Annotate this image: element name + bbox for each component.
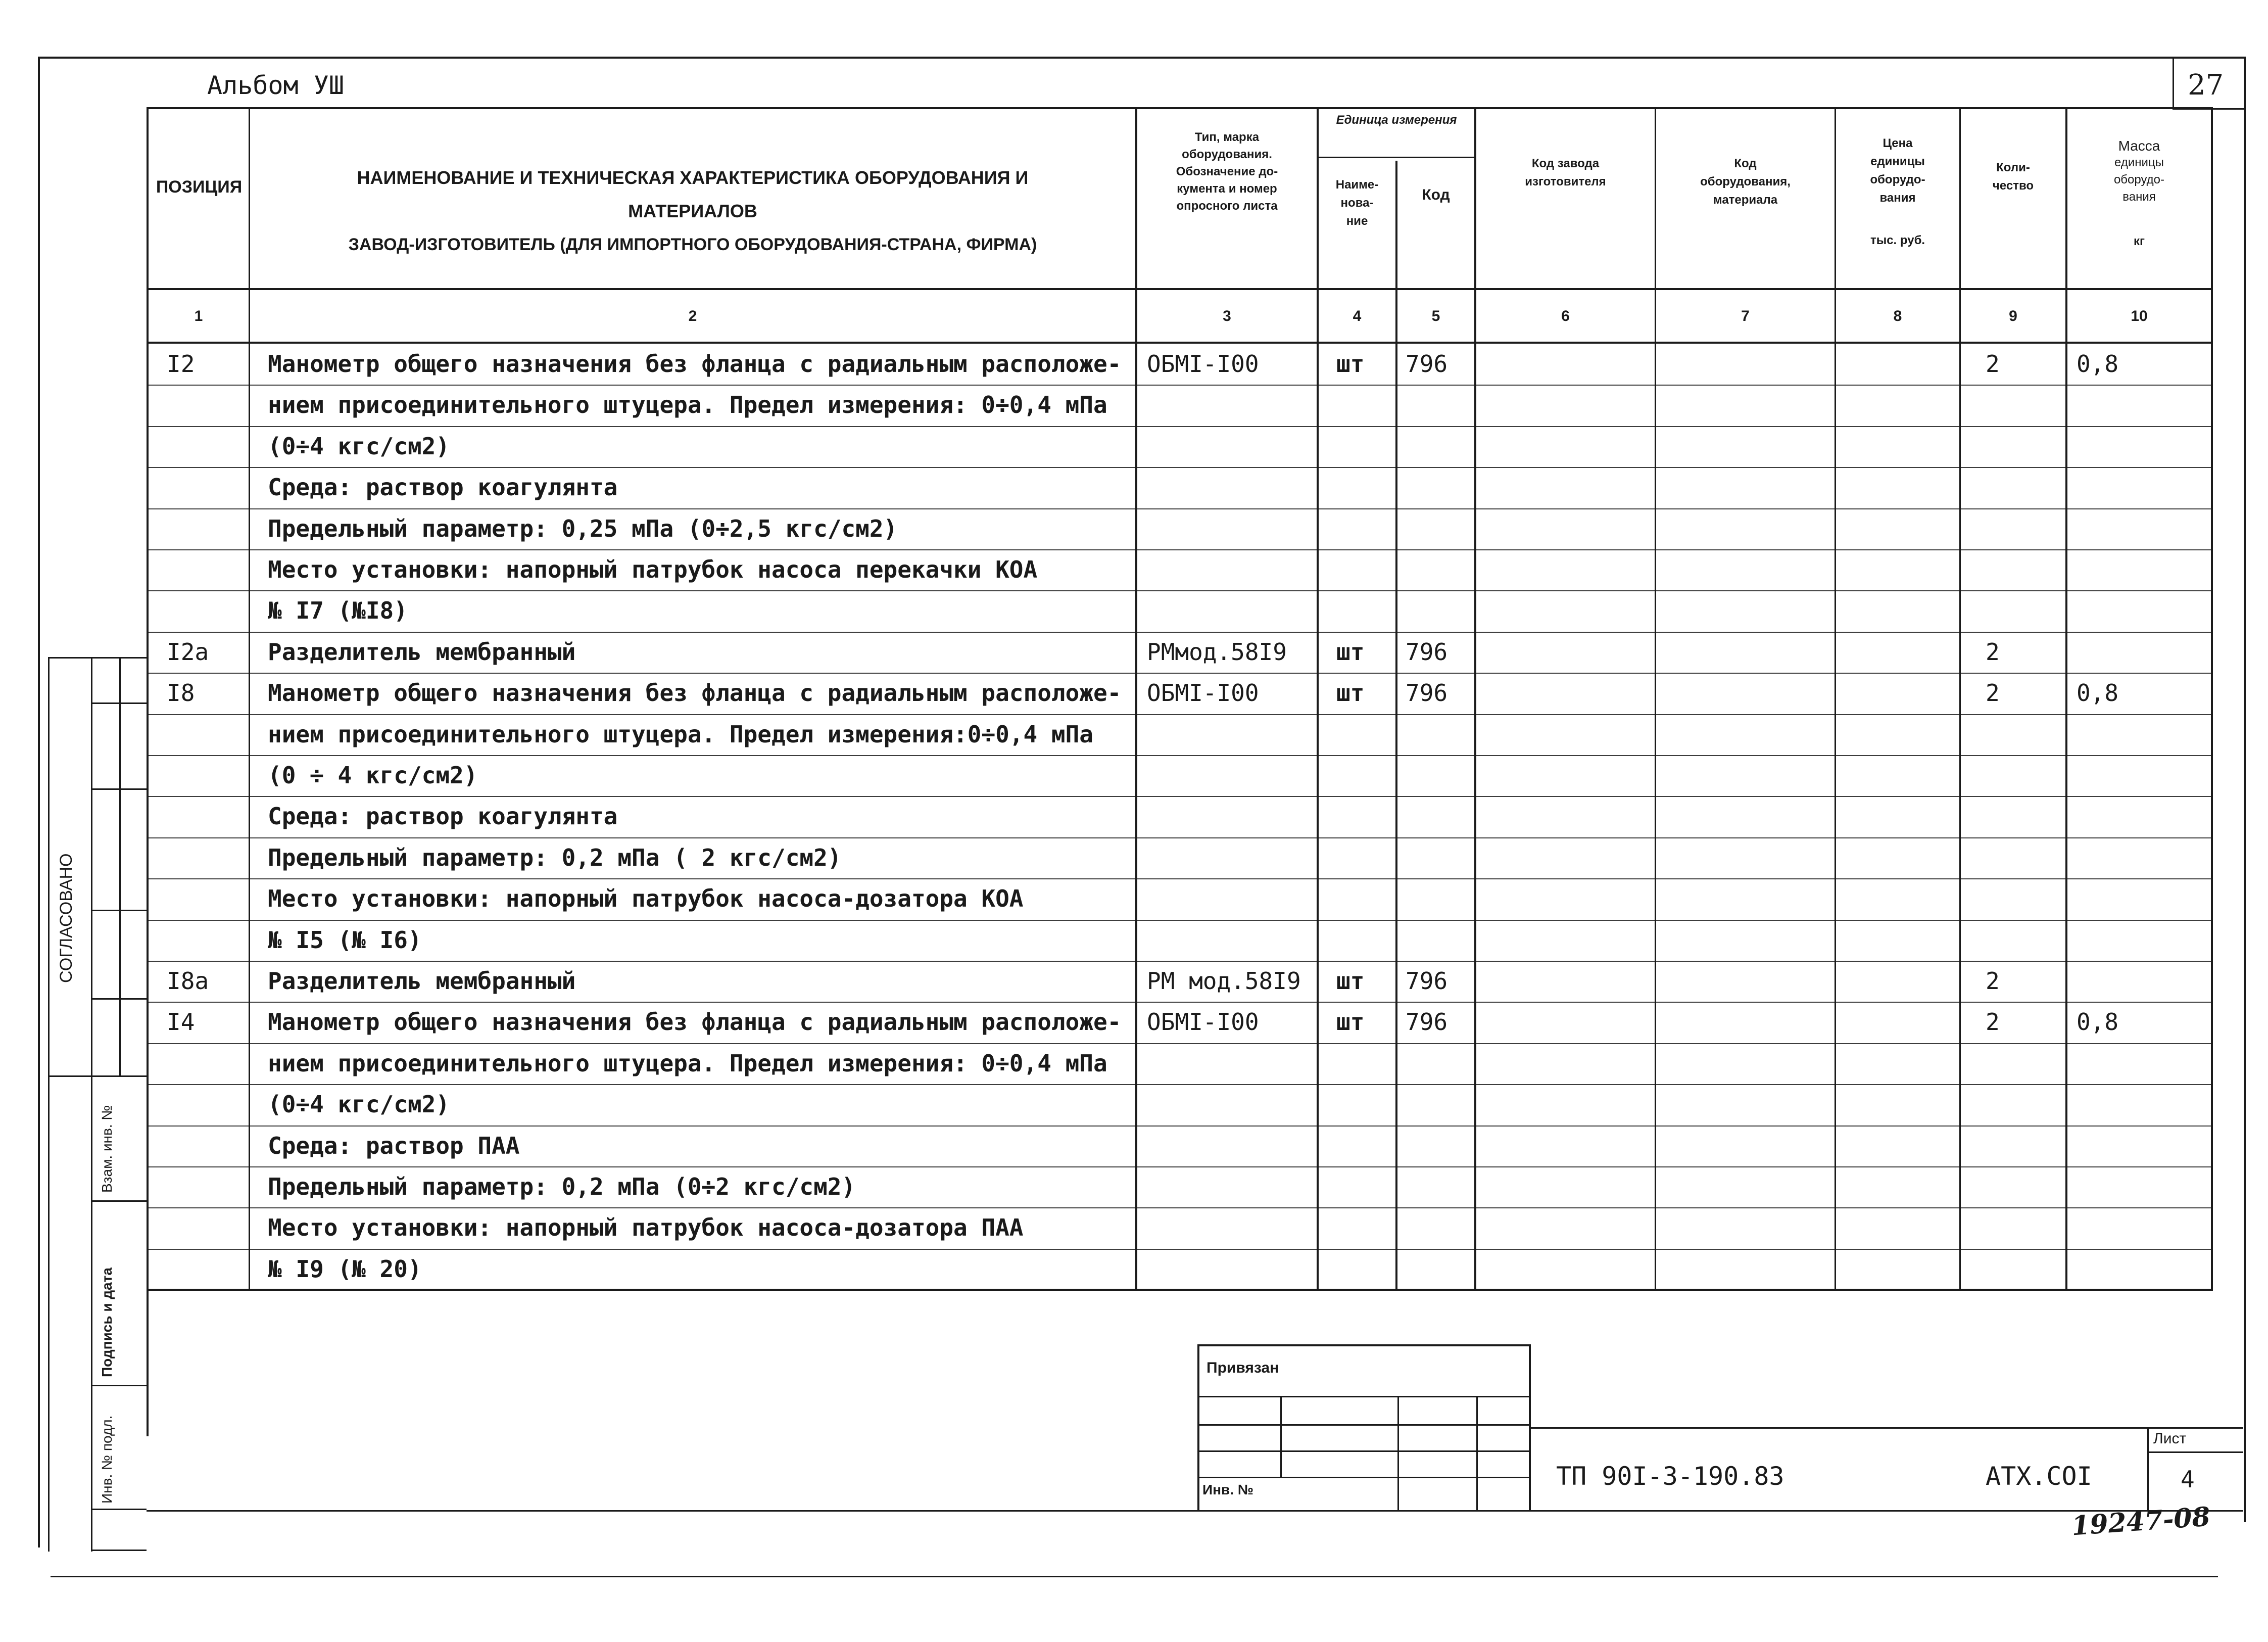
header-price-line4: вания [1879,191,1916,205]
row-1-code: 796 [1406,350,1448,378]
sidebar-inv-orig-label: Инв. № подл. [99,1415,115,1504]
row-9-type: ОБМI-I00 [1147,679,1259,707]
header-unit-name-line1: Наиме- [1335,178,1379,192]
col-divider-9 [2065,107,2067,1290]
row-8-unit: шт [1336,638,1365,666]
row-9-pos: I8 [167,679,195,707]
stamp-attached-left [1197,1344,1199,1511]
row-2-text: нием присоединительного штуцера. Предел измерения: 0÷0,4 мПа [268,391,1107,418]
stamp-row-line-3 [1197,1450,1531,1452]
table-bottom-line [147,1289,2213,1291]
row-19-text: (0÷4 кгс/см2) [268,1091,450,1118]
col-divider-6 [1655,107,1656,1290]
sidebar-sign-date-label: Подпись и дата [99,1268,115,1377]
row-1-unit: шт [1336,350,1365,378]
document-section: АТХ.СОI [1986,1462,2092,1491]
col-number-9: 9 [2009,308,2017,324]
sidebar-bottom-line [91,1550,147,1551]
row-21-text: Предельный параметр: 0,2 мПа (0÷2 кгс/см2) [268,1173,856,1200]
col-number-3: 3 [1223,308,1231,324]
row-5-text: Предельный параметр: 0,25 мПа (0÷2,5 кгс/см2) [268,515,898,542]
row-divider [149,590,2211,591]
row-20-text: Среда: раствор ПАА [268,1132,520,1159]
header-type-line2: оборудования. [1182,148,1272,161]
row-8-code: 796 [1406,638,1448,666]
sheet-label: Лист [2153,1430,2187,1447]
frame-bottom-line [51,1576,2218,1577]
row-16-text: Разделитель мембранный [268,967,576,995]
page-number-box-left [2173,59,2174,109]
title-block-bottom [147,1510,2243,1512]
header-mass-line1: Масса [2118,138,2160,154]
col-divider-3 [1317,107,1319,1290]
row-16-unit: шт [1336,967,1365,995]
sidebar-inv-replace-label: Взам. инв. № [99,1105,115,1193]
header-unit-name-line2: нова- [1340,196,1374,210]
table-top-line [147,107,2213,109]
header-bottom-line [147,288,2213,290]
header-name-line2: МАТЕРИАЛОВ [628,201,757,221]
row-17-unit: шт [1336,1008,1365,1036]
row-divider [149,920,2211,921]
stamp-col-line-2 [1397,1396,1399,1511]
table-right-line [2211,107,2213,1290]
col-number-6: 6 [1561,308,1570,324]
frame-left-line [38,57,40,1547]
row-9-mass: 0,8 [2077,679,2119,707]
row-1-qty: 2 [1986,350,2000,378]
sidebar-h6 [91,1200,147,1202]
row-17-mass: 0,8 [2077,1008,2119,1036]
row-8-type: РМмод.58I9 [1147,638,1287,666]
col-divider-8 [1959,107,1961,1290]
sheet-box-left [2147,1427,2149,1511]
header-type-line1: Тип, марка [1194,130,1260,144]
row-7-text: № I7 (№I8) [268,597,408,624]
header-name-line3: ЗАВОД-ИЗГОТОВИТЕЛЬ (ДЛЯ ИМПОРТНОГО ОБОРУДОВАНИЯ-СТРАНА, ФИРМА) [348,235,1037,254]
stamp-attached-top [1197,1344,1531,1346]
header-price-line2: единицы [1870,155,1925,168]
sidebar-h5 [48,1075,147,1077]
row-10-text: нием присоединительного штуцера. Предел измерения:0÷0,4 мПа [268,721,1093,748]
sidebar-outer-line [48,657,50,1552]
header-type-line4: кумента и номер [1177,182,1277,196]
handwritten-number: 19247-08 [2070,1501,2211,1542]
header-unit-name-line3: ние [1346,214,1368,228]
row-divider [149,1084,2211,1085]
stamp-inv-label: Инв. № [1202,1482,1254,1497]
col-divider-2 [1135,107,1137,1290]
header-mass-line4: вания [2122,190,2156,204]
row-9-qty: 2 [1986,679,2000,707]
stamp-row-line-4 [1197,1477,1531,1478]
row-17-type: ОБМI-I00 [1147,1008,1259,1036]
title-block-top [1531,1427,2243,1429]
header-mass-line5: кг [2133,234,2145,248]
sidebar-h2 [91,788,147,790]
row-17-pos: I4 [167,1008,195,1036]
sidebar-h4 [91,998,147,1000]
col-number-7: 7 [1741,308,1750,324]
row-15-text: № I5 (№ I6) [268,926,422,954]
header-quantity-line2: чество [1992,179,2034,193]
row-22-text: Место установки: напорный патрубок насоса-дозатора ПАА [268,1214,1024,1241]
row-16-pos: I8а [167,967,209,995]
header-mass-line3: оборудо- [2113,173,2165,186]
row-1-mass: 0,8 [2077,350,2119,378]
col-number-1: 1 [194,308,203,324]
col-divider-1 [249,107,250,1290]
header-unit-group: Единица измерения [1336,113,1457,127]
row-4-text: Среда: раствор коагулянта [268,474,618,501]
row-16-qty: 2 [1986,967,2000,995]
col-number-10: 10 [2131,308,2148,324]
row-9-code: 796 [1406,679,1448,707]
row-divider [149,1249,2211,1250]
row-9-text: Манометр общего назначения без фланца с радиальным расположе- [268,679,1122,707]
header-price-line3: оборудо- [1870,173,1925,186]
header-mass-line2: единицы [2114,156,2164,169]
sheet-box-mid [2147,1451,2243,1453]
page-number: 27 [2188,69,2224,102]
header-equipment-code-line2: оборудования, [1700,175,1791,189]
sidebar-h3 [91,910,147,911]
row-17-text: Манометр общего назначения без фланца с радиальным расположе- [268,1008,1122,1036]
unit-group-line [1319,157,1475,158]
header-equipment-code-line1: Код [1734,157,1757,170]
header-factory-code-line2: изготовителя [1525,175,1606,189]
sidebar-mid-line [91,657,92,1552]
row-1-pos: I2 [167,350,195,378]
frame-right-line [2244,57,2246,1522]
row-12-text: Среда: раствор коагулянта [268,803,618,830]
stamp-attached-label: Привязан [1207,1359,1279,1376]
col-number-8: 8 [1893,308,1902,324]
album-title: Альбом УШ [207,71,344,100]
sheet-number: 4 [2181,1466,2195,1493]
stamp-row-line-2 [1197,1424,1531,1426]
header-factory-code-line1: Код завода [1531,157,1600,170]
col-divider-7 [1835,107,1836,1290]
row-divider [149,426,2211,427]
row-14-text: Место установки: напорный патрубок насоса-дозатора КОА [268,885,1024,912]
col-divider-5 [1474,107,1476,1290]
row-18-text: нием присоединительного штуцера. Предел измерения: 0÷0,4 мПа [268,1050,1107,1077]
col-number-5: 5 [1431,308,1440,324]
header-price-line1: Цена [1883,136,1913,150]
row-6-text: Место установки: напорный патрубок насоса перекачки КОА [268,556,1038,583]
stamp-row-line-1 [1197,1396,1531,1397]
row-8-pos: I2а [167,638,209,666]
header-equipment-code-line3: материала [1713,193,1778,207]
row-1-type: ОБМI-I00 [1147,350,1259,378]
row-17-code: 796 [1406,1008,1448,1036]
row-3-text: (0÷4 кгс/см2) [268,433,450,460]
row-17-qty: 2 [1986,1008,2000,1036]
header-type-line3: Обозначение до- [1176,165,1278,178]
stamp-col-line-3 [1476,1396,1478,1511]
row-1-text: Манометр общего назначения без фланца с радиальным расположе- [268,350,1122,378]
header-unit-code: Код [1422,186,1450,203]
stamp-col-line-1 [1280,1396,1282,1477]
header-position: ПОЗИЦИЯ [156,177,243,197]
document-code: ТП 90I-3-190.83 [1556,1462,1784,1491]
row-23-text: № I9 (№ 20) [268,1255,422,1283]
row-9-unit: шт [1336,679,1365,707]
col-number-2: 2 [688,308,697,324]
header-quantity-line1: Коли- [1996,161,2030,174]
row-8-qty: 2 [1986,638,2000,666]
row-11-text: (0 ÷ 4 кгс/см2) [268,762,478,789]
header-price-line5: тыс. руб. [1870,233,1925,247]
sidebar-agreed-label: СОГЛАСОВАНО [57,853,76,983]
row-8-text: Разделитель мембранный [268,638,576,666]
row-16-type: РМ мод.58I9 [1147,967,1301,995]
header-type-line5: опросного листа [1176,199,1278,213]
header-name-line1: НАИМЕНОВАНИЕ И ТЕХНИЧЕСКАЯ ХАРАКТЕРИСТИКА ОБОРУДОВАНИЯ И [357,167,1029,188]
frame-top-line [38,57,2246,59]
row-16-code: 796 [1406,967,1448,995]
sidebar-h1 [91,702,147,704]
row-13-text: Предельный параметр: 0,2 мПа ( 2 кгс/см2) [268,844,842,871]
sidebar-h8 [91,1509,147,1510]
sidebar-top-line [48,657,147,659]
sidebar-inner-line [119,657,121,1076]
sidebar-h7 [91,1385,147,1386]
col-number-4: 4 [1353,308,1362,324]
